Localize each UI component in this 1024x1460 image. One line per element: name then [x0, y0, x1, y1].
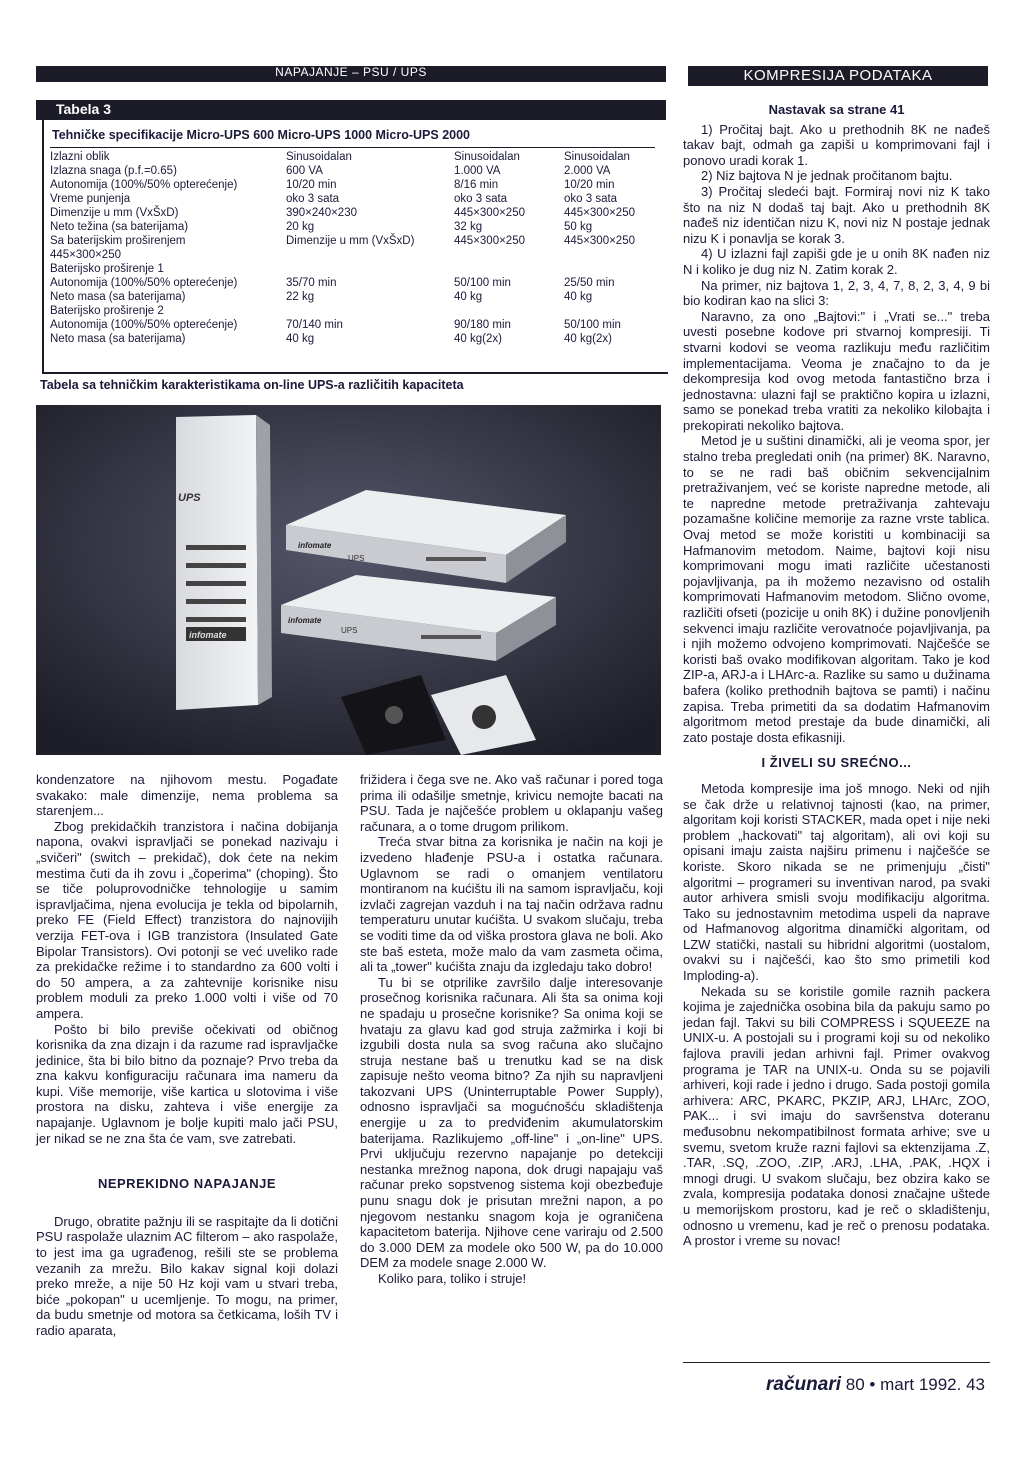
- table-cell: 90/180 min: [454, 319, 511, 331]
- table-rule: [50, 147, 655, 148]
- column-header-bar: [688, 66, 988, 86]
- table-cell: Autonomija (100%/50% opterećenje): [50, 319, 238, 331]
- article-column-left: [36, 772, 338, 1339]
- table-cell: 40 kg: [286, 333, 315, 345]
- tower-logo: UPS: [178, 492, 201, 504]
- table-cell: Sa baterijskim proširenjem: [50, 235, 186, 247]
- paragraph: Na primer, niz bajtova 1, 2, 3, 4, 7, 8, 2, 3, 4, 9 bi bio kodiran kao na slici 3:: [683, 277, 990, 309]
- table-cell: [454, 248, 564, 262]
- table-row: [50, 332, 668, 346]
- paragraph: Tu bi se otprilike završilo dalje interesovanje prosečnog korisnika računara. Ali šta sa onima koji ne spadaju u prosečne korisnike? Sa onima koji se hvataju za glavu kad god struja zažmirka i koji bi izgubili dosta nula sa svog računa ako slučajno struja nestane baš u trenutku kad se na disk zapisuje nešto veoma bitno? Za njih su napravljeni takozvani UPS (Uninterruptable Power Supply), odnosno ispravljači sa mogućnošću skladištenja energije u za to predviđenim akumulatorskim baterijama. Razlikujemo „off-line" i „on-line" UPS. Prvi uključuju rezervno napajanje po detekciji nestanka mrežnog napona, dok drugi napajaju vaš računar preko sopstvenog sistema koji obezbeđuje punu snagu dok je prisutan mrežni napon, a po njegovom nestanku snagom koja je ograničena kapacitetom baterija. Njihove cene variraju od 2.500 do 3.000 DEM za modele oko 500 W, pa do 10.000 DEM za modele snage 2.000 W.: [360, 974, 663, 1271]
- column-header-text: KOMPRESIJA PODATAKA: [743, 67, 933, 84]
- table-label-bar: [36, 100, 666, 120]
- unit2-brand: infomate: [288, 616, 322, 625]
- footer-bullet: •: [869, 1375, 876, 1394]
- table-cell: [286, 248, 454, 262]
- tower-brand: infomate: [189, 630, 227, 640]
- table-cell: 22 kg: [286, 291, 315, 303]
- paragraph: Nekada su se koristile gomile raznih packera kojima je zajednička osobina bila da pakuju samo po jedan fajl. Takvi su bili COMPRESS i SQUEEZE na UNIX-u. A postojali su i programi koji su od nekoliko fajlova pravili jedan arhivni fajl. Primer ovakvog programa je TAR na UNIX-u. Onda su se pojavili arhiveri, koji rade i jedno i drugo. Sada postoji gomila arhivera: ARC, PKARC, PKZIP, ARJ, LHArc, ZOO, PAK... i svi imaju do savršenstva doteranu međusobnu nekompatibilnost formata arhive; sve u svemu, svetom kruže razni fajlovi sa ektenzijama .Z, .TAR, .SQ, .ZOO, .ZIP, .ARJ, .LHA, .PAK, .HQX i mnogi drugi. U svakom slučaju, bez obzira kako se zvala, kompresija podataka donosi značajne uštede u memorijskom prostoru, kad je reč o skladištenju, odnosno u vremenu, kad je reč o prenosu podataka. A prostor i vreme su novac!: [683, 983, 990, 1249]
- section-heading: I ŽIVELI SU SREĆNO...: [761, 755, 912, 771]
- ups-product-photo: [36, 405, 661, 755]
- paragraph: 2) Niz bajtova N je jednak pročitanom bajtu.: [701, 168, 953, 184]
- paragraph: 1) Pročitaj bajt. Ako u prethodnih 8K ne nađeš takav bajt, odmah ga zapiši u komprimovani fajl i ponovo uradi korak 1.: [683, 121, 990, 168]
- section-header-text: NAPAJANJE – PSU / UPS: [275, 65, 427, 79]
- table-cell: 445×300×250: [564, 207, 635, 219]
- paragraph: Pošto bi bilo previše očekivati od običnog korisnika da zna dizajn i da razume rad ispravljačke jedinice, šta bi bilo bitno da poznaje? Prvo treba da zna kakvu konfiguraciju računara ima nameru da kupi. Više memorije, više kartica u slotovima i više prostora na disku, zahteva i više energije za napajanje. Uglavnom je bolje kupiti malo jači PSU, jer nikad se ne zna šta će vam, sve zatrebati.: [36, 1021, 338, 1146]
- article-column-right: [683, 102, 990, 1249]
- table-cell: 445×300×250: [564, 235, 635, 247]
- table-row: [50, 318, 668, 332]
- table-cell: 50/100 min: [564, 319, 621, 331]
- paragraph: Naravno, za ono „Bajtovi:" i „Vrati se..." treba uvesti posebne kodove pri stvarnoj kompresiji. Ti stvarni kodovi se veoma razlikuju među različitim implementacijama. Veoma je značajno to da je dekompresija kod ovog metoda fantastično brza i jednostavna: ulazni fajl se praktično kopira u izlazni, samo se ponekad treba vratiti za nekoliko kilobajta i prekopirati nekoliko bajtova.: [683, 308, 990, 433]
- table-cell: 445×300×250: [50, 249, 121, 261]
- table-cell: 8/16 min: [454, 179, 499, 191]
- table-cell: Neto težina (sa baterijama): [50, 221, 189, 233]
- table-cell: Vreme punjenja: [50, 193, 131, 205]
- table-cell: oko 3 sata: [454, 193, 508, 205]
- paragraph: Metod je u suštini dinamički, ali je veoma spor, jer stalno treba pregledati onih (na primer) 8K. Naravno, to se ne radi baš običnim sekvencijalnim pretraživanjem, već se koriste napredne metode, ali te napredne metode pretraživanja zahtevaju pozamašne količine memorije za razne vrste tablica. Ovaj metod se može koristiti u kombinaciji sa Hafmanovim metodom. Naime, bajtovi koji nisu komprimovani mogu imati različite učestanosti pojavljivanja, pa ih možemo nezavisno od ostalih komprimovati Hafmanovim metodom. Slično ovome, različiti ofseti (pozicije u onih 8K) i dužine ponovljenih sekvenci imaju različite verovatnoće pojavljivanja, pa i njih možemo odvojeno komprimovati. Najčešće se koristi baš ovako modifikovan algoritam. Tako je kod ZIP-a, ARJ-a i LHArc-a. Razlike su samo u dužinama bafera (koliko prethodnih bajtova se pamti) i načinu zapisa. Treba primetiti da sa dodatim Hafmanovim algoritmom metod prestaje da bude dinamički, ali zato postaje dosta efikasniji.: [683, 433, 990, 745]
- table-row: [50, 248, 668, 262]
- table-cell: Dimenzije u mm (VxŠxD): [50, 207, 179, 219]
- table-cell: Baterijsko proširenje 2: [50, 305, 164, 317]
- date-page: mart 1992. 43: [880, 1375, 985, 1394]
- table-row: [50, 150, 668, 164]
- table-cell: [454, 304, 564, 318]
- table-cell: Autonomija (100%/50% opterećenje): [50, 179, 238, 191]
- table-cell: 32 kg: [454, 221, 483, 233]
- spec-table: [50, 150, 668, 346]
- table-title: Tehničke specifikacije Micro-UPS 600 Micro-UPS 1000 Micro-UPS 2000: [52, 128, 470, 142]
- unit1-brand: infomate: [298, 541, 332, 550]
- unit2-label: UPS: [341, 626, 358, 635]
- magazine-brand: računari: [766, 1374, 842, 1395]
- table-cell: 445×300×250: [454, 207, 525, 219]
- table-cell: Neto masa (sa baterijama): [50, 291, 186, 303]
- table-cell: 40 kg(2x): [454, 333, 502, 345]
- table-cell: Sinusoidalan: [454, 151, 520, 163]
- table-cell: oko 3 sata: [564, 193, 618, 205]
- paragraph: kondenzatore na njihovom mestu. Pogađate svakako: male dimenzije, nema problema sa starenjem...: [36, 772, 338, 819]
- ups-photo-illustration: [36, 405, 661, 755]
- table-cell: Autonomija (100%/50% opterećenje): [50, 277, 238, 289]
- ups-tower-front: [176, 415, 258, 710]
- page-footer: [700, 1374, 985, 1396]
- ups-tower-side: [256, 415, 272, 705]
- paragraph: 3) Pročitaj sledeći bajt. Formiraj novi niz K tako što na niz N dodaš taj bajt. Ako u prethodnih 8K nađeš niz identičan nizu K, novi niz N postaje jednak nizu K i ponavlja se korak 3.: [683, 183, 990, 246]
- table-label: Tabela 3: [56, 101, 111, 117]
- table-cell: 445×300×250: [454, 235, 525, 247]
- table-cell: 40 kg(2x): [564, 333, 612, 345]
- table-row: [50, 192, 668, 206]
- table-row: [50, 178, 668, 192]
- unit1-label: UPS: [348, 554, 365, 563]
- section-heading: NEPREKIDNO NAPAJANJE: [97, 1176, 277, 1192]
- table-cell: [286, 262, 454, 276]
- table-cell: [564, 262, 668, 276]
- table-row: [50, 262, 668, 276]
- table-cell: Neto masa (sa baterijama): [50, 333, 186, 345]
- table-cell: [564, 304, 668, 318]
- footer-rule: [683, 1362, 990, 1363]
- table-cell: 1.000 VA: [454, 165, 501, 177]
- paragraph: Metoda kompresije ima još mnogo. Neki od njih se čak drže u relativnoj tajnosti (kao, na primer, algoritam koji koristi STACKER, mada opet i nije neki problem „hackovati" taj algoritam), ali ovi koji su opisani imaju zaista najširu primenu i najčešće se koriste. Skoro nikada se ne primenjuju „čisti" algoritmi – programeri su inventivan narod, pa svaki autor arhivera smisli svoju modifikaciju algoritma. Tako su jednostavnim metodima uspeli da naprave od Hafmanovog algoritma dinamički algoritam, od LZW statički, nastali su hibridni algoritmi (uostalom, ovakvi su i najčešći, kao što smo primetili kod Imploding-a).: [683, 780, 990, 984]
- table-cell: Sinusoidalan: [286, 151, 352, 163]
- table-cell: [286, 304, 454, 318]
- table-row: [50, 290, 668, 304]
- section-header-bar: [36, 66, 666, 82]
- table-cell: 10/20 min: [286, 179, 337, 191]
- table-row: [50, 304, 668, 318]
- table-cell: 390×240×230: [286, 207, 357, 219]
- paragraph: frižidera i čega sve ne. Ako vaš računar i pored toga prima ili odašilje smetnje, krivicu nemojte bacati na PSU. Tada je najčešće problem u oklapanju vašeg računara, a o tome drugom prilikom.: [360, 772, 663, 834]
- table-cell: 50 kg: [564, 221, 593, 233]
- table-cell: 70/140 min: [286, 319, 343, 331]
- table-cell: 2.000 VA: [564, 165, 611, 177]
- table-cell: 50/100 min: [454, 277, 511, 289]
- table-row: [50, 206, 668, 220]
- paragraph: Drugo, obratite pažnju ili se raspitajte da li dotični PSU raspolaže ulaznim AC filterom – ako raspolaže, to jest ima ga ugrađenog, rešili ste se problema vezanih za mrežu. Bilo kakav signal koji dolazi preko mreže, a nije 50 Hz koji vam u stvari treba, biće „pokopan" u ucemljenje. To mogu, na primer, da budu smetnje od motora sa četkicama, loših TV i radio aparata,: [36, 1213, 338, 1338]
- issue-number: 80: [845, 1375, 865, 1394]
- table-cell: Izlazni oblik: [50, 151, 110, 163]
- table-cell: 40 kg: [564, 291, 593, 303]
- paragraph: Treća stvar bitna za korisnika je način na koji je izvedeno hlađenje PSU-a i ostatka računara. Uglavnom se radi o omanjem ventilatoru montiranom na kućištu ili na samom ispravljaču, koji izvlači zagrejan vazduh i na taj način održava radnu temperaturu unutar kućišta. U svakom slučaju, treba se voditi time da od viška prostora glava ne boli. Ako ste baš esteta, može malo da vam zasmeta očima, ali ta „tower" kućišta znaju da izgledaju tako dobro!: [360, 834, 663, 975]
- table-cell: Dimenzije u mm (VxŠxD): [286, 235, 415, 247]
- table-row: [50, 276, 668, 290]
- table-cell: 600 VA: [286, 165, 323, 177]
- table-row: [50, 234, 668, 248]
- article-column-middle: [360, 772, 663, 1287]
- table-cell: 10/20 min: [564, 179, 615, 191]
- table-row: [50, 220, 668, 234]
- table-cell: [454, 262, 564, 276]
- table-cell: 40 kg: [454, 291, 483, 303]
- table-cell: 25/50 min: [564, 277, 615, 289]
- table-row: [50, 164, 668, 178]
- table-cell: [564, 248, 668, 262]
- table-cell: oko 3 sata: [286, 193, 340, 205]
- continuation-note: Nastavak sa strane 41: [768, 102, 905, 117]
- table-caption: Tabela sa tehničkim karakteristikama on-line UPS-a različitih kapaciteta: [40, 378, 464, 392]
- paragraph: Zbog prekidačkih tranzistora i načina dobijanja napona, ovakvi ispravljači se ponekad nazivaju i „svičeri" (switch – prekidač), dok ćete na nekim mestima čuti da ih zovu i „čoperima" (choping). Što se tiče poluprovodničke tehnologije u samim ispravljačima, njena evolucija je tekla od bipolarnih, preko FE (Field Effect) tranzistora do najnovijih verzija FET-ova i IGB tranzistora (Insulated Gate Bipolar Transistors). Ovi potonji se već uveliko rade za prekidačke režime i to standardno za 600 volti i do 50 ampera, a za zahtevnije korisnike nisu problem moduli za preko 1.000 volti i više od 70 ampera.: [36, 818, 338, 1021]
- table-cell: 20 kg: [286, 221, 315, 233]
- table-cell: Baterijsko proširenje 1: [50, 263, 164, 275]
- table-cell: Izlazna snaga (p.f.=0.65): [50, 165, 177, 177]
- paragraph: 4) U izlazni fajl zapiši gde je u onih 8K nađen niz N i koliko je dug niz N. Zatim korak 2.: [683, 246, 990, 277]
- paragraph: Koliko para, toliko i struje!: [378, 1271, 527, 1286]
- table-cell: Sinusoidalan: [564, 151, 630, 163]
- table-cell: 35/70 min: [286, 277, 337, 289]
